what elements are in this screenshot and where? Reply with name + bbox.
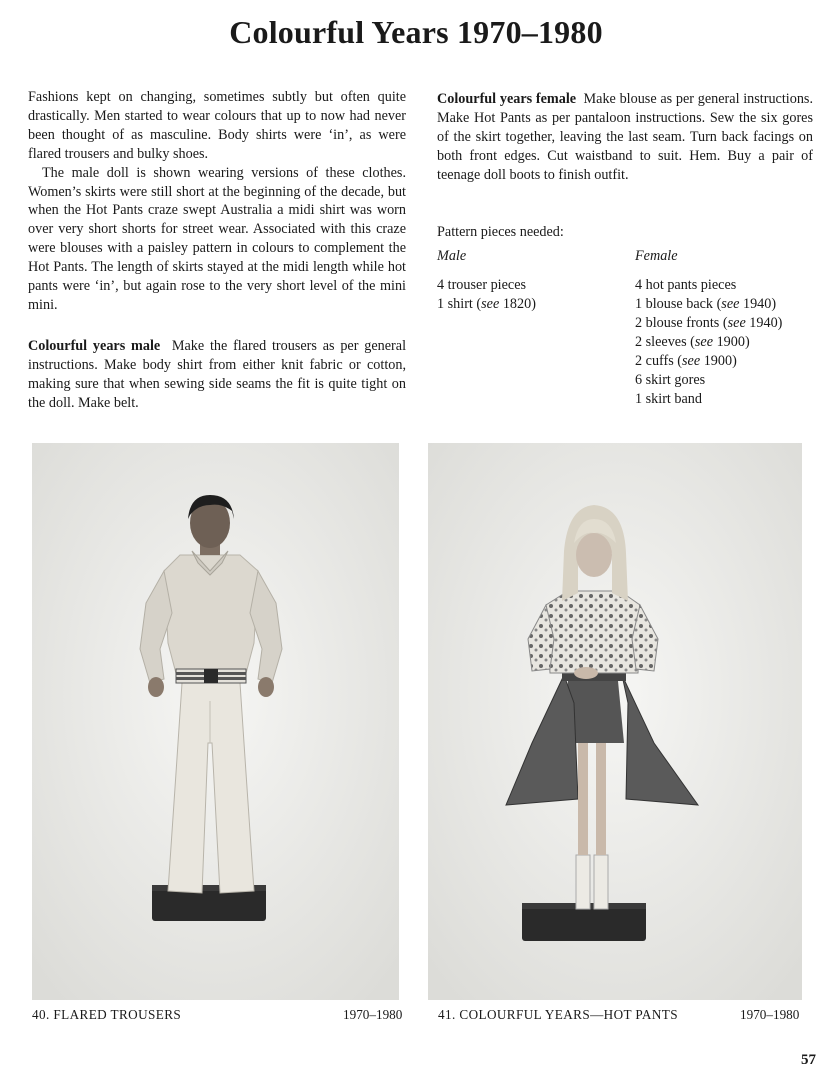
list-item: 4 hot pants pieces: [635, 277, 737, 294]
pattern-pieces: [437, 247, 813, 408]
figure-40-year: 1970–1980: [343, 1007, 403, 1022]
male-pieces-list: [437, 276, 635, 314]
female-doll-photo: [428, 443, 802, 1000]
female-pieces-list: [635, 276, 782, 408]
figure-40-caption: 40. FLARED TROUSERS: [32, 1007, 182, 1022]
female-heading: Colourful years female: [437, 91, 577, 107]
male-text: Make the flared trousers as per general instructions. Make body shirt from either knit fabric or cotton, making sure that when sewing side seams the fit is quite tight on the doll. Make belt.: [28, 337, 407, 411]
figure-41-caption: 41. COLOURFUL YEARS—HOT PANTS: [438, 1007, 678, 1022]
male-doll-paragraph: The male doll is shown wearing versions of these clothes. Women’s skirts were still short at the beginning of the decade, but when the Hot Pants craze swept Australia a midi shirt was worn over very short shorts for street wear. Associated with this craze were blouses with a paisley pattern in colours to complement the Hot Pants. The length of skirts stayed at the midi length while hot pants were ‘in’, but again rose to the very short level of the mini mini.: [28, 164, 406, 313]
male-pieces-heading: Male: [437, 248, 467, 265]
pattern-label: Pattern pieces needed:: [437, 223, 564, 240]
female-text: Make blouse as per general instructions. Make Hot Pants as per pantaloon instructions. Sew the six gores of the skirt together, leaving the last seam. Turn back facings on both front edges. Cut waistband to suit. Hem. Buy a pair of teenage doll boots to finish outfit.: [437, 91, 813, 183]
right-column: [437, 90, 813, 409]
intro-paragraph: Fashions kept on changing, sometimes subtly but often quite drastically. Men started to wear colours that up to now had never been thought of as masculine. Body shirts were ‘in’, as were flared trousers and bulky shoes.: [28, 89, 406, 162]
list-item: 6 skirt gores: [635, 371, 706, 388]
list-item: 1 shirt (see 1820): [437, 296, 536, 313]
list-item: 4 trouser pieces: [437, 277, 527, 294]
page-number: 57: [801, 1052, 816, 1068]
left-column: [28, 88, 406, 413]
female-pieces-column: [635, 247, 782, 408]
male-instructions: [28, 337, 406, 413]
list-item: 2 sleeves (see 1900): [635, 334, 750, 351]
male-doll-photo: [32, 443, 399, 1000]
list-item: 2 blouse fronts (see 1940): [635, 315, 783, 332]
page-title: Colourful Years 1970–1980: [229, 14, 603, 50]
list-item: 1 blouse back (see 1940): [635, 296, 777, 313]
list-item: 2 cuffs (see 1900): [635, 352, 737, 369]
figure-41-year: 1970–1980: [740, 1007, 800, 1022]
male-heading: Colourful years male: [28, 337, 161, 354]
female-instructions: [437, 90, 813, 185]
female-pieces-heading: Female: [635, 248, 678, 265]
list-item: 1 skirt band: [635, 390, 702, 407]
male-pieces-column: [437, 247, 635, 408]
